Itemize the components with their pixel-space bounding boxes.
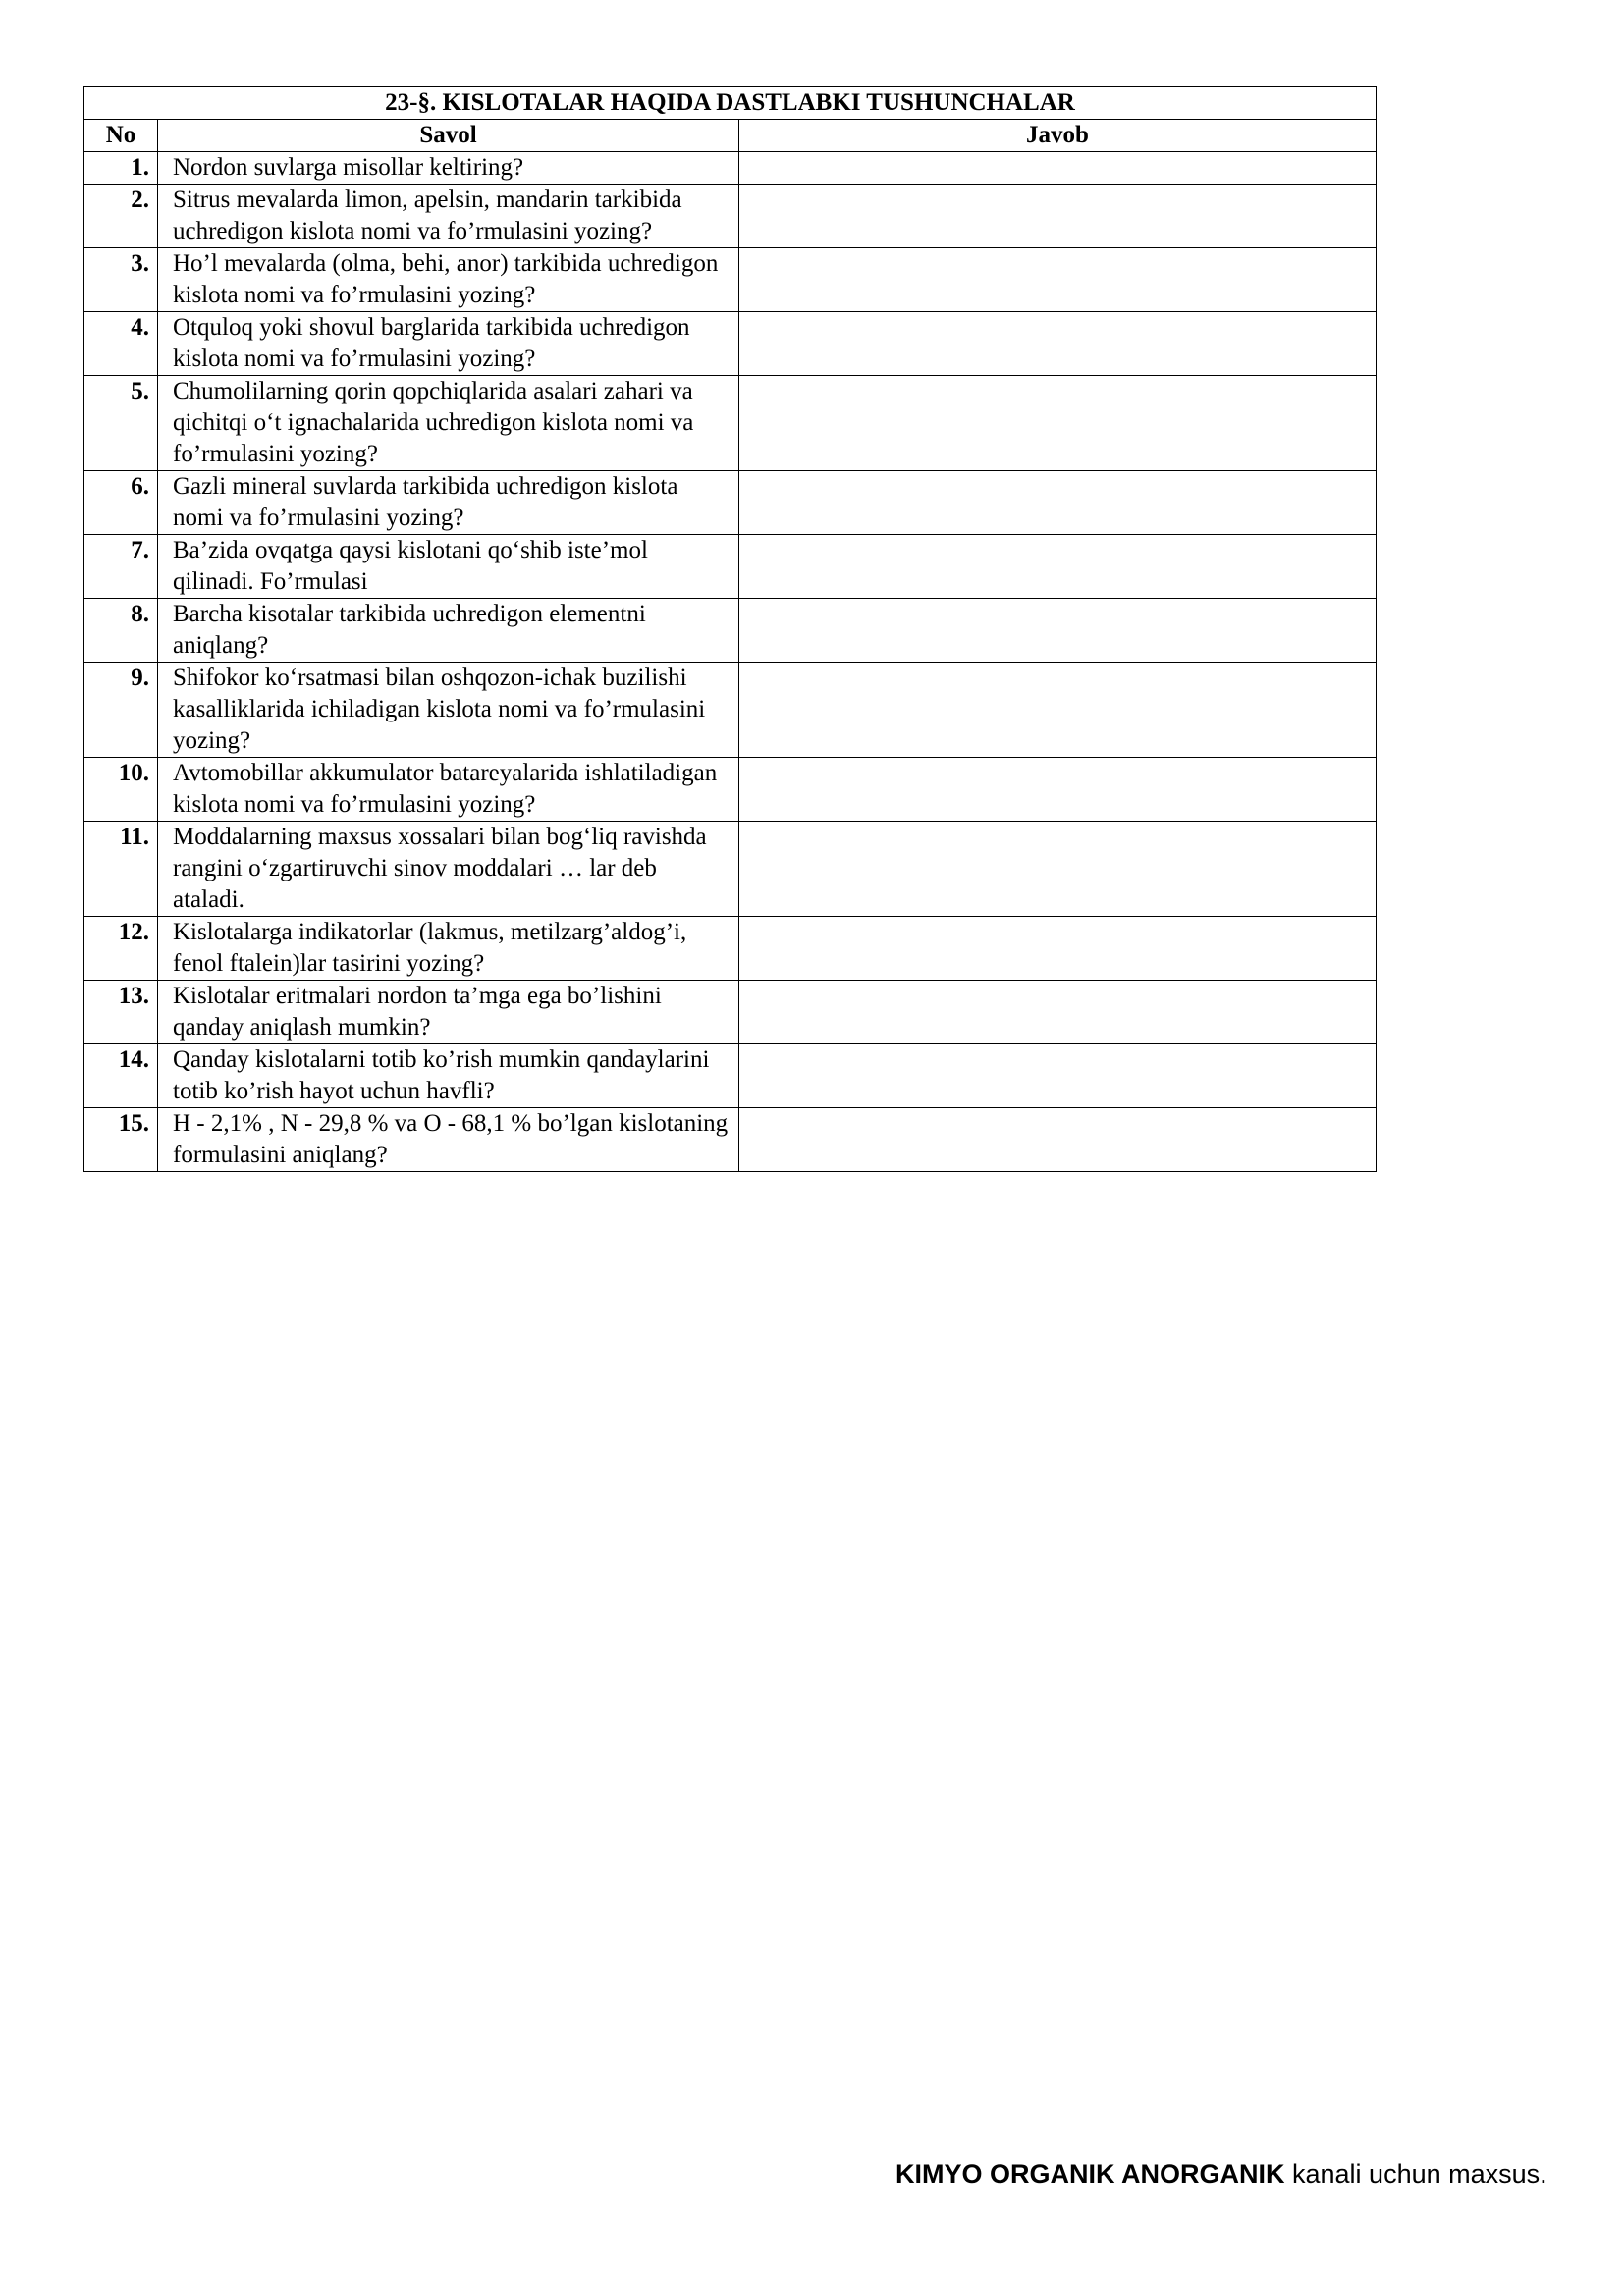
answer-cell[interactable] [739, 981, 1377, 1044]
row-number: 2. [84, 185, 158, 248]
row-number: 5. [84, 376, 158, 471]
table-row [84, 758, 1377, 822]
table-row [84, 248, 1377, 312]
answer-cell[interactable] [739, 663, 1377, 758]
question-cell: Moddalarning maxsus xossalari bilan bog‘liq ravishda rangini o‘zgartiruvchi sinov moddalari … lar deb ataladi. [158, 822, 739, 917]
table-row [84, 1044, 1377, 1108]
question-cell: Barcha kisotalar tarkibida uchredigon elementni aniqlang? [158, 599, 739, 663]
table-title: 23-§. KISLOTALAR HAQIDA DASTLABKI TUSHUNCHALAR [84, 87, 1377, 120]
answer-cell[interactable] [739, 312, 1377, 376]
row-number: 12. [84, 917, 158, 981]
table-row [84, 535, 1377, 599]
row-number: 8. [84, 599, 158, 663]
row-number: 6. [84, 471, 158, 535]
table-row [84, 471, 1377, 535]
question-cell: Ho’l mevalarda (olma, behi, anor) tarkibida uchredigon kislota nomi va fo’rmulasini yozing? [158, 248, 739, 312]
question-cell: Nordon suvlarga misollar keltiring? [158, 152, 739, 185]
table-row [84, 152, 1377, 185]
question-cell: Ba’zida ovqatga qaysi kislotani qo‘shib iste’mol qilinadi. Fo’rmulasi [158, 535, 739, 599]
row-number: 11. [84, 822, 158, 917]
table-row [84, 599, 1377, 663]
row-number: 13. [84, 981, 158, 1044]
table-row [84, 917, 1377, 981]
footer-note [895, 2158, 1547, 2191]
answer-cell[interactable] [739, 758, 1377, 822]
row-number: 1. [84, 152, 158, 185]
header-answer: Javob [739, 120, 1377, 152]
table-row [84, 185, 1377, 248]
answer-cell[interactable] [739, 185, 1377, 248]
row-number: 7. [84, 535, 158, 599]
table-body [84, 152, 1377, 1172]
table-row [84, 981, 1377, 1044]
footer-text: kanali uchun maxsus. [1284, 2160, 1547, 2189]
question-cell: Otquloq yoki shovul barglarida tarkibida uchredigon kislota nomi va fo’rmulasini yozing? [158, 312, 739, 376]
answer-cell[interactable] [739, 152, 1377, 185]
table-row [84, 663, 1377, 758]
row-number: 9. [84, 663, 158, 758]
title-row [84, 87, 1377, 120]
answer-cell[interactable] [739, 917, 1377, 981]
answer-cell[interactable] [739, 1044, 1377, 1108]
header-row [84, 120, 1377, 152]
row-number: 3. [84, 248, 158, 312]
answer-cell[interactable] [739, 599, 1377, 663]
question-cell: Gazli mineral suvlarda tarkibida uchredigon kislota nomi va fo’rmulasini yozing? [158, 471, 739, 535]
row-number: 10. [84, 758, 158, 822]
answer-cell[interactable] [739, 471, 1377, 535]
footer-brand: KIMYO ORGANIK ANORGANIK [895, 2160, 1285, 2189]
question-cell: Avtomobillar akkumulator batareyalarida ishlatiladigan kislota nomi va fo’rmulasini yozing? [158, 758, 739, 822]
table-row [84, 312, 1377, 376]
answer-cell[interactable] [739, 376, 1377, 471]
answer-cell[interactable] [739, 822, 1377, 917]
header-question: Savol [158, 120, 739, 152]
question-cell: Qanday kislotalarni totib ko’rish mumkin qandaylarini totib ko’rish hayot uchun havfli? [158, 1044, 739, 1108]
question-cell: Kislotalarga indikatorlar (lakmus, metilzarg’aldog’i, fenol ftalein)lar tasirini yozing? [158, 917, 739, 981]
answer-cell[interactable] [739, 248, 1377, 312]
answer-cell[interactable] [739, 535, 1377, 599]
row-number: 14. [84, 1044, 158, 1108]
answer-cell[interactable] [739, 1108, 1377, 1172]
table-row [84, 822, 1377, 917]
question-cell: Sitrus mevalarda limon, apelsin, mandarin tarkibida uchredigon kislota nomi va fo’rmulasini yozing? [158, 185, 739, 248]
table-row [84, 1108, 1377, 1172]
header-no: No [84, 120, 158, 152]
question-cell: Chumolilarning qorin qopchiqlarida asalari zahari va qichitqi o‘t ignachalarida uchredigon kislota nomi va fo’rmulasini yozing? [158, 376, 739, 471]
question-cell: H - 2,1% , N - 29,8 % va O - 68,1 % bo’lgan kislotaning formulasini aniqlang? [158, 1108, 739, 1172]
question-cell: Shifokor ko‘rsatmasi bilan oshqozon-ichak buzilishi kasalliklarida ichiladigan kislota nomi va fo’rmulasini yozing? [158, 663, 739, 758]
row-number: 4. [84, 312, 158, 376]
table-row [84, 376, 1377, 471]
question-cell: Kislotalar eritmalari nordon ta’mga ega bo’lishini qanday aniqlash mumkin? [158, 981, 739, 1044]
worksheet-table [83, 86, 1377, 1172]
row-number: 15. [84, 1108, 158, 1172]
